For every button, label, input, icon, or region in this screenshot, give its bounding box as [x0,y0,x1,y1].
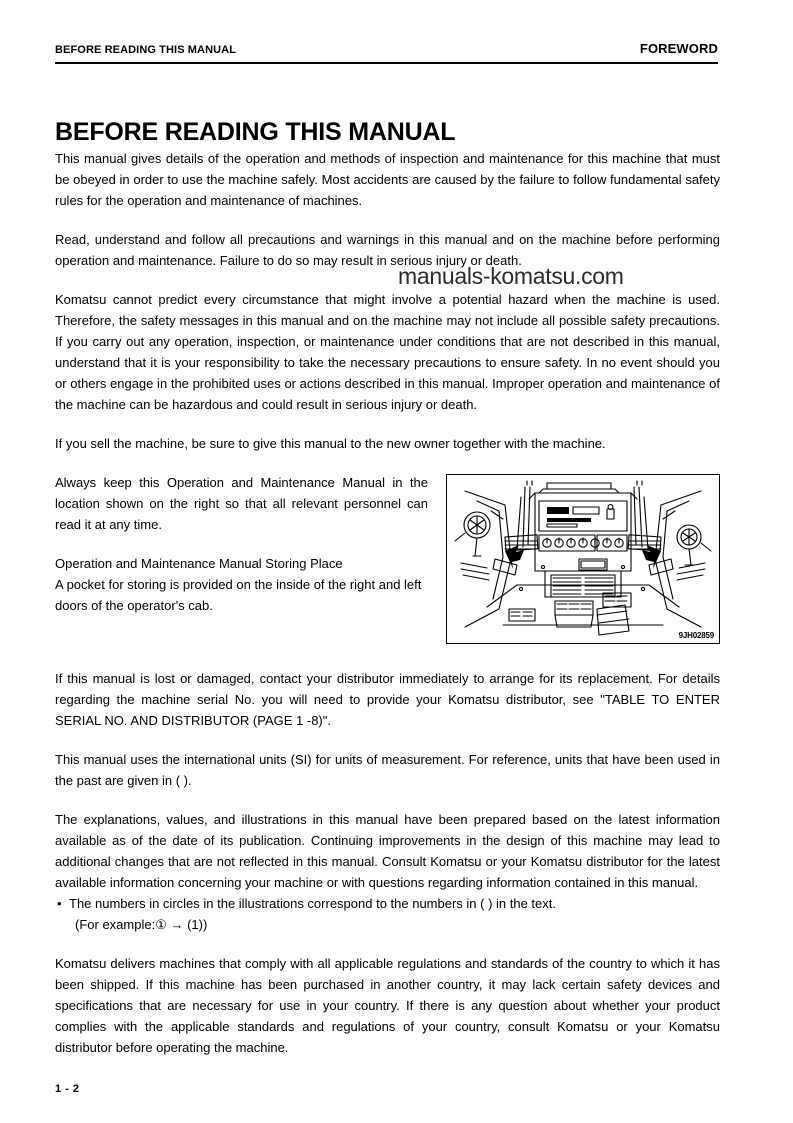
page-title: BEFORE READING THIS MANUAL [55,117,456,146]
paragraph-lost-or-damaged: If this manual is lost or damaged, contact your distributor immediately to arrange for its replacement. For details regarding the machine serial No. you will need to provide your Komatsu distributor, see "TABLE TO ENTER SERIAL NO. AND DISTRIBUTOR (PAGE 1 -8)". [55,671,720,728]
paragraph-cannot-predict: Komatsu cannot predict every circumstance that might involve a potential hazard when the machine is used. Therefore, the safety messages in this manual and on the machine may not include all possible safety precautions. If you carry out any operation, inspection, or maintenance under conditions that are not described in this manual, understand that it is your responsibility to take the necessary precautions to ensure safety. In no event should you or others engage in the prohibited uses or actions described in this manual. Improper operation and maintenance of the machine can be hazardous and could result in serious injury or death. [55,292,720,412]
header-section-title: BEFORE READING THIS MANUAL [55,44,237,56]
paragraph-regulations-compliance: Komatsu delivers machines that comply with all applicable regulations and standards of the country to which it has been shipped. If this machine has been purchased in another country, it may lack certain safety devices and specifications that are necessary for use in your country. If there is any question about whether your product complies with the applicable standards and regulations of your country, consult Komatsu or your Komatsu distributor before operating the machine. [55,956,720,1055]
section-spacer [55,650,720,668]
bullet-list [55,893,720,914]
document-body [55,148,720,1076]
paragraph-si-units: This manual uses the international units (SI) for units of measurement. For reference, units that have been used in the past are given in ( ). [55,752,720,788]
section-spacer-2 [55,935,720,953]
heading-storing-place: Operation and Maintenance Manual Storing Place [55,556,343,571]
figure-frame [446,474,720,644]
header-chapter-title: FOREWORD [639,41,718,56]
figure-cab-storage [446,474,720,644]
figure-reference-code: 9JH02859 [678,631,714,640]
bullet-marker: • [57,896,62,911]
header-divider [55,62,718,64]
watermark-text: manuals-komatsu.com [398,263,624,289]
storing-place-block [55,472,720,650]
paragraph-explanations: The explanations, values, and illustrations in this manual have been prepared based on the latest information available as of the date of its publication. Continuing improvements in the design of this machine may lead to additional changes that are not reflected in this manual. Consult Komatsu or your Komatsu distributor for the latest available information concerning your machine or with questions regarding information contained in this manual. [55,812,720,890]
page-number-footer: 1 - 2 [55,1083,80,1095]
paragraph-sell-machine: If you sell the machine, be sure to give this manual to the new owner together with the machine. [55,436,606,451]
paragraph-read-understand: Read, understand and follow all precautions and warnings in this manual and on the machine before performing operation and maintenance. Failure to do so may result in serious injury or death. [55,232,720,268]
paragraph-always-keep: Always keep this Operation and Maintenance Manual in the location shown on the right so that all relevant personnel can read it at any time. [55,475,428,532]
running-header [55,41,718,56]
paragraph-manual-details: This manual gives details of the operation and methods of inspection and maintenance for this machine that must be obeyed in order to use the machine safely. Most accidents are caused by the failure to follow fundamental safety rules for the operation and maintenance of machines. [55,151,720,208]
cab-interior-illustration [447,475,719,643]
list-item [55,893,720,914]
list-item-label: The numbers in circles in the illustrations correspond to the numbers in ( ) in the text. [69,896,556,911]
paragraph-storing-place: A pocket for storing is provided on the inside of the right and left doors of the operator's cab. [55,577,422,613]
bullet-example-line: (For example:① → (1)) [75,917,208,932]
